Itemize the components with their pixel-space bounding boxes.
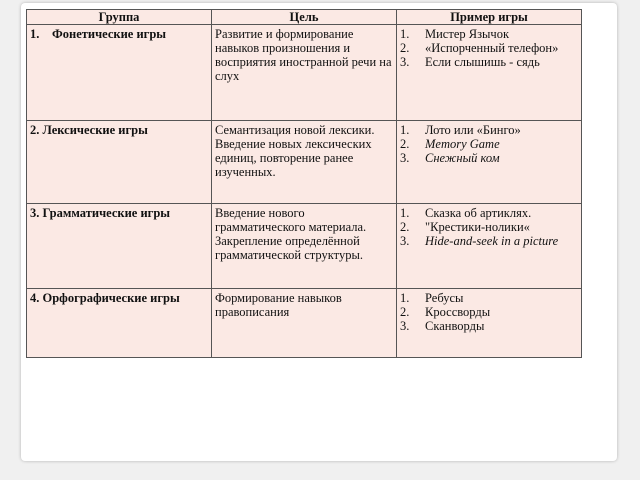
list-text: Ребусы: [425, 291, 464, 305]
list-text: Кроссворды: [425, 305, 491, 319]
list-item: [400, 55, 579, 69]
goal-cell: Развитие и формирование навыков произношения и восприятия иностранной речи на слух: [212, 25, 397, 121]
example-list: [400, 206, 579, 248]
list-text: Если слышишь - сядь: [425, 55, 540, 69]
example-cell: [397, 289, 582, 358]
list-number: 2.: [400, 41, 410, 55]
list-number: 1.: [400, 27, 410, 41]
list-item: [400, 27, 579, 41]
list-text: Сканворды: [425, 319, 485, 333]
table-row: [27, 25, 582, 121]
example-list: [400, 291, 579, 333]
list-text: Мистер Язычок: [425, 27, 510, 41]
group-number: 1.: [30, 27, 40, 41]
list-item: [400, 319, 579, 333]
table-header-row: [27, 10, 582, 25]
list-item: [400, 220, 579, 234]
header-example: Пример игры: [397, 10, 582, 25]
list-number: 3.: [400, 151, 410, 165]
list-text: Сказка об артиклях.: [425, 206, 532, 220]
table-row: [27, 204, 582, 289]
group-cell: 2. Лексические игры: [27, 121, 212, 204]
example-cell: [397, 204, 582, 289]
list-number: 2.: [400, 220, 410, 234]
list-number: 3.: [400, 234, 410, 248]
header-group: Группа: [27, 10, 212, 25]
list-text: Снежный ком: [425, 151, 500, 165]
group-cell: 4. Орфографические игры: [27, 289, 212, 358]
goal-cell: Введение нового грамматического материала. Закрепление определённой грамматической структуры.: [212, 204, 397, 289]
group-name: Фонетические игры: [52, 27, 167, 41]
list-number: 3.: [400, 55, 410, 69]
list-item: [400, 123, 579, 137]
example-cell: [397, 121, 582, 204]
list-item: [400, 41, 579, 55]
goal-cell: Семантизация новой лексики. Введение новых лексических единиц, повторение ранее изученных.: [212, 121, 397, 204]
list-number: 1.: [400, 291, 410, 305]
goal-cell: Формирование навыков правописания: [212, 289, 397, 358]
list-number: 1.: [400, 123, 410, 137]
list-number: 2.: [400, 137, 410, 151]
example-list: [400, 123, 579, 165]
list-item: [400, 234, 579, 248]
list-text: "Крестики-нолики«: [425, 220, 530, 234]
games-table: [26, 9, 582, 358]
list-text: Memory Game: [425, 137, 500, 151]
group-cell: 3. Грамматические игры: [27, 204, 212, 289]
list-number: 3.: [400, 319, 410, 333]
list-item: [400, 137, 579, 151]
list-text: Лото или «Бинго»: [425, 123, 521, 137]
list-item: [400, 206, 579, 220]
list-text: Hide-and-seek in a picture: [425, 234, 559, 248]
list-item: [400, 151, 579, 165]
list-number: 1.: [400, 206, 410, 220]
list-item: [400, 291, 579, 305]
example-cell: [397, 25, 582, 121]
example-list: [400, 27, 579, 69]
list-item: [400, 305, 579, 319]
table-row: [27, 289, 582, 358]
group-cell: [27, 25, 212, 121]
table-row: [27, 121, 582, 204]
list-text: «Испорченный телефон»: [425, 41, 559, 55]
list-number: 2.: [400, 305, 410, 319]
header-goal: Цель: [212, 10, 397, 25]
